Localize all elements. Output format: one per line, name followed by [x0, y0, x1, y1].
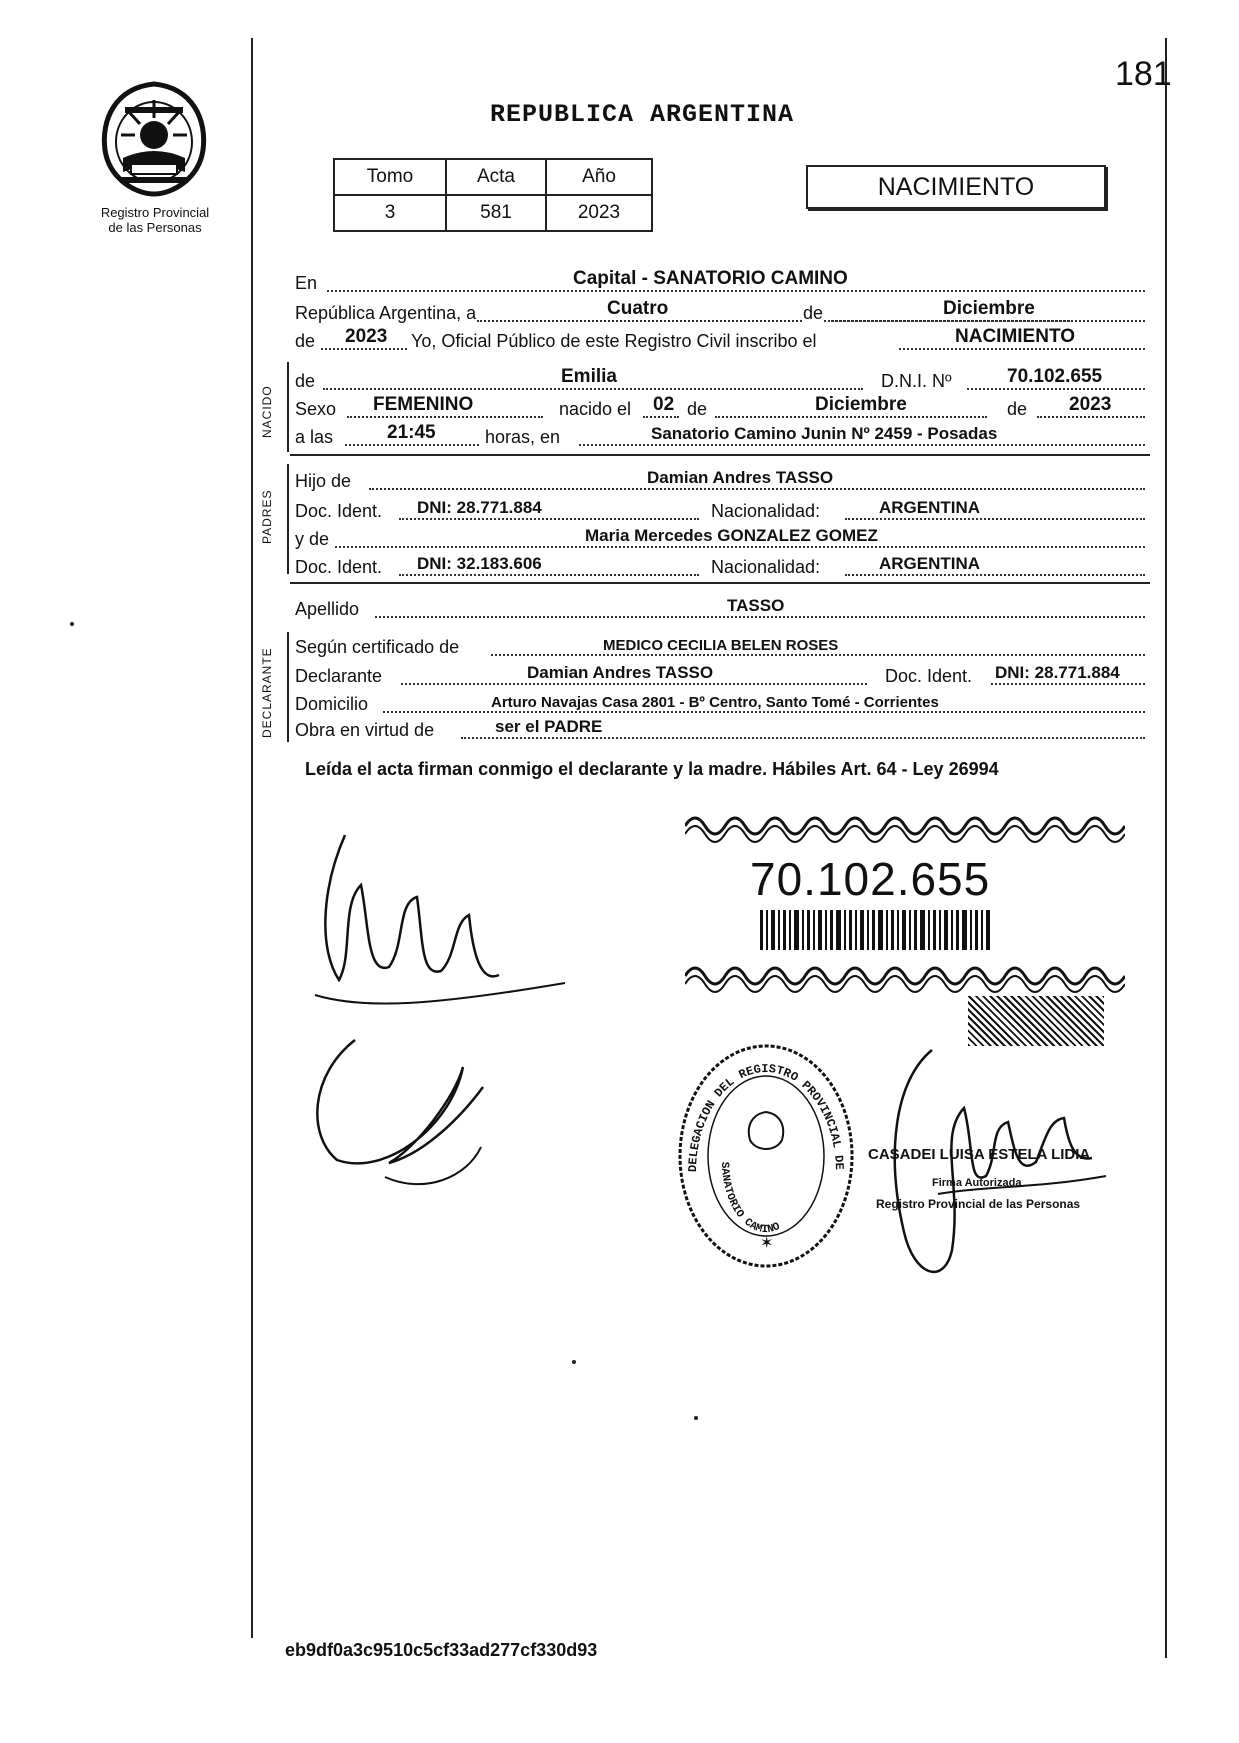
born-label: nacido el — [559, 399, 632, 419]
padres-bar — [287, 464, 289, 574]
place-value: Capital - SANATORIO CAMINO — [573, 268, 848, 289]
inscribed-type: NACIMIENTO — [955, 326, 1075, 347]
seal-inner-text: SANATORIO CAMINO — [717, 1161, 783, 1237]
registry-seal — [676, 1042, 856, 1275]
father-name: Damian Andres TASSO — [647, 468, 834, 487]
side-label-padres: PADRES — [260, 489, 274, 544]
declarant-doc-label: Doc. Ident. — [885, 666, 973, 686]
left-margin-line — [251, 38, 253, 1638]
mother-name: Maria Mercedes GONZALEZ GOMEZ — [585, 526, 878, 545]
declarant-row — [295, 661, 1150, 689]
year-text: Yo, Oficial Público de este Registro Civil inscribo el — [411, 331, 817, 351]
declarante-bar — [287, 632, 289, 742]
value-tomo: 3 — [334, 195, 446, 231]
father-label: Hijo de — [295, 471, 352, 491]
document-hash: eb9df0a3c9510c5cf33ad277cf330d93 — [285, 1640, 598, 1660]
dots — [967, 388, 1145, 390]
birth-time: 21:45 — [387, 422, 436, 443]
father-nationality: ARGENTINA — [879, 498, 981, 517]
scan-speck — [694, 1416, 698, 1420]
official-office: Registro Provincial de las Personas — [876, 1197, 1081, 1211]
scan-speck — [70, 622, 74, 626]
document-title: REPUBLICA ARGENTINA — [490, 100, 795, 129]
logo-caption — [80, 205, 230, 235]
dots — [383, 711, 1145, 713]
name-de-label: de — [295, 371, 316, 391]
divider-padres — [290, 582, 1150, 584]
header-anio: Año — [546, 159, 652, 195]
dots — [715, 416, 987, 418]
reason-label: Obra en virtud de — [295, 720, 435, 740]
father-doc-label: Doc. Ident. — [295, 501, 383, 521]
svg-text:SANATORIO CAMINO — [718, 1162, 782, 1236]
official-name: CASADEI LUISA ESTELA LIDIA — [868, 1146, 1091, 1163]
birth-day: 02 — [653, 394, 675, 415]
dots — [321, 348, 407, 350]
dots — [579, 444, 1145, 446]
declarant-name: Damian Andres TASSO — [527, 663, 714, 682]
dots — [345, 444, 479, 446]
time-row — [295, 422, 1150, 450]
address-value: Arturo Navajas Casa 2801 - Bº Centro, Santo Tomé - Corrientes — [491, 694, 939, 711]
value-acta: 581 — [446, 195, 546, 231]
child-sex: FEMENINO — [373, 394, 474, 415]
hours-label: horas, en — [485, 427, 561, 447]
date-label: República Argentina, a — [295, 303, 477, 323]
address-row — [295, 689, 1150, 717]
mother-nationality: ARGENTINA — [879, 554, 981, 573]
birth-place: Sanatorio Camino Junin Nº 2459 - Posadas — [651, 424, 998, 443]
svg-text:✶: ✶ — [760, 1235, 774, 1252]
born-de-label-2: de — [1007, 399, 1028, 419]
father-doc: DNI: 28.771.884 — [417, 498, 542, 517]
dots — [643, 416, 679, 418]
father-nationality-label: Nacionalidad: — [711, 501, 821, 521]
certificate-row — [295, 632, 1150, 660]
year-value: 2023 — [345, 326, 388, 347]
surname-row — [295, 594, 1150, 622]
dots — [399, 518, 699, 520]
nacido-bar — [287, 362, 289, 452]
dots — [327, 290, 1145, 292]
page-number: 181 — [1115, 55, 1172, 93]
dots — [401, 683, 867, 685]
dots — [335, 546, 1145, 548]
dots — [831, 320, 1145, 322]
declarant-signature — [285, 805, 585, 1230]
certificate-value: MEDICO CECILIA BELEN ROSES — [603, 637, 839, 654]
logo-caption-line1: Registro Provincial — [100, 205, 210, 220]
year-row — [295, 326, 1150, 354]
dots — [491, 654, 1145, 656]
date-de-label: de — [803, 303, 824, 323]
birth-year: 2023 — [1069, 394, 1112, 415]
address-label: Domicilio — [295, 694, 369, 714]
sex-row — [295, 394, 1150, 422]
dots — [1037, 416, 1145, 418]
certificate-label: Según certificado de — [295, 637, 460, 657]
date-month: Diciembre — [943, 298, 1035, 319]
dots — [845, 574, 1145, 576]
place-label: En — [295, 273, 318, 293]
barcode — [760, 910, 990, 955]
right-margin-line — [1165, 38, 1167, 1658]
birth-month: Diciembre — [815, 394, 907, 415]
guilloche-bottom — [685, 958, 1125, 999]
year-de-label: de — [295, 331, 316, 351]
registry-table — [333, 158, 653, 232]
dots — [375, 616, 1145, 618]
dots — [461, 737, 1145, 739]
side-label-declarante: DECLARANTE — [260, 647, 274, 738]
header-tomo: Tomo — [334, 159, 446, 195]
reason-row — [295, 715, 1150, 743]
dots — [347, 416, 543, 418]
divider-nacido — [290, 454, 1150, 456]
dots — [323, 388, 863, 390]
mother-label: y de — [295, 529, 330, 549]
child-name: Emilia — [561, 366, 617, 387]
father-doc-row — [295, 496, 1150, 524]
mother-doc: DNI: 32.183.606 — [417, 554, 542, 573]
seal-outer-text: DELEGACION DEL REGISTRO PROVINCIAL DE — [685, 1061, 847, 1173]
record-type-box: NACIMIENTO — [806, 165, 1106, 209]
born-de-label: de — [687, 399, 708, 419]
dots — [899, 348, 1145, 350]
side-label-nacido: NACIDO — [260, 385, 274, 438]
legal-text: Leída el acta firman conmigo el declarante y la madre. Hábiles Art. 64 - Ley 26994 — [305, 759, 999, 779]
value-anio: 2023 — [546, 195, 652, 231]
child-dni: 70.102.655 — [1007, 366, 1103, 387]
official-role: Firma Autorizada — [932, 1177, 1022, 1189]
surname-value: TASSO — [727, 596, 785, 615]
province-logo — [95, 80, 213, 198]
guilloche-top — [685, 808, 1125, 849]
surname-label: Apellido — [295, 599, 360, 619]
scan-speck — [572, 1360, 576, 1364]
logo-caption-line2: de las Personas — [108, 220, 202, 235]
declarant-label: Declarante — [295, 666, 383, 686]
dots — [845, 518, 1145, 520]
mother-doc-label: Doc. Ident. — [295, 557, 383, 577]
mother-nationality-label: Nacionalidad: — [711, 557, 821, 577]
official-signature — [880, 1036, 1120, 1301]
declarant-doc: DNI: 28.771.884 — [995, 663, 1120, 682]
father-row — [295, 466, 1150, 494]
header-acta: Acta — [446, 159, 546, 195]
place-row — [295, 268, 1150, 296]
dots — [399, 574, 699, 576]
date-day: Cuatro — [607, 298, 669, 319]
dots — [369, 488, 1145, 490]
barcode-number: 70.102.655 — [750, 853, 991, 905]
dots — [991, 683, 1145, 685]
sex-label: Sexo — [295, 399, 337, 419]
reason-value: ser el PADRE — [495, 717, 603, 736]
date-row — [295, 298, 1150, 326]
svg-text:DELEGACION DEL REGISTRO PROVIN — [676, 1042, 846, 1172]
mother-row — [295, 524, 1150, 552]
mother-doc-row — [295, 552, 1150, 580]
name-row — [295, 366, 1150, 394]
dni-label: D.N.I. Nº — [881, 371, 952, 391]
time-label: a las — [295, 427, 334, 447]
